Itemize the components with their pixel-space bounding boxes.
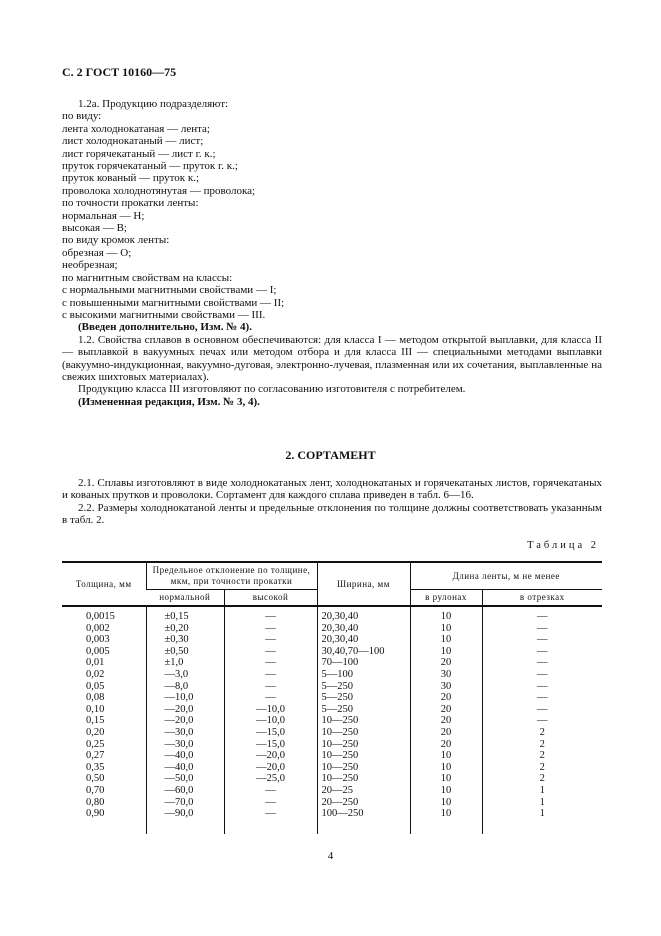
table-cell: 1: [482, 785, 602, 797]
table-row: [62, 646, 602, 658]
table-cell: —: [482, 692, 602, 704]
table-cell: —3,0: [146, 669, 224, 681]
table-cell: 0,80: [86, 796, 105, 808]
table-cell: 70—100: [317, 657, 410, 669]
list-line: пруток горячекатаный — пруток г. к.;: [62, 160, 238, 173]
table-cell: 10: [410, 623, 482, 635]
table-cell: ±0,15: [146, 606, 224, 623]
paragraph-1-2: 1.2. Свойства сплавов в основном обеспечиваются: для класса I — методом открытой выплавки, для класса II — выплавкой в вакуумных печах или методом отбора и для класса III — специальными методами выплавки (вакуумно-индукционная, вакуумно-дуговая, электронно-лучевая, плазменная или их сочетания, выплавленные на свежих шихтовых материалах).: [62, 333, 602, 383]
table-cell: 20: [410, 739, 482, 751]
table-cell: 10: [410, 785, 482, 797]
table-cell: 0,0015: [86, 611, 115, 622]
table-caption: Таблица 2: [527, 540, 599, 551]
table-cell: —: [224, 623, 317, 635]
table-cell: 1: [482, 808, 602, 834]
table-cell: —20,0: [146, 715, 224, 727]
header-normal: нормальной: [146, 590, 224, 607]
list-line: с высокими магнитными свойствами — III.: [62, 308, 266, 321]
table-cell: 2: [482, 750, 602, 762]
table-row: [62, 692, 602, 704]
table-cell: 10—250: [317, 739, 410, 751]
table-row: [62, 681, 602, 693]
table-cell: —: [482, 669, 602, 681]
table-cell: —30,0: [146, 739, 224, 751]
table-cell: 0,70: [86, 784, 105, 796]
section-title: 2. СОРТАМЕНТ: [285, 448, 376, 462]
table-cell: —: [224, 606, 317, 623]
list-line: лист горячекатаный — лист г. к.;: [62, 147, 216, 160]
table-cell: 5—250: [317, 704, 410, 716]
table-row: [62, 750, 602, 762]
table-cell: 30: [410, 681, 482, 693]
table-cell: 0,10: [86, 703, 105, 715]
table-cell: —: [482, 715, 602, 727]
table-cell: —: [224, 681, 317, 693]
paragraph-class-3: Продукцию класса III изготовляют по согласованию изготовителя с потребителем.: [78, 383, 466, 396]
table-cell: —: [482, 657, 602, 669]
table-cell: 0,002: [86, 622, 110, 634]
list-line: по точности прокатки ленты:: [62, 197, 199, 210]
header-deviation: Предельное отклонение по толщине, мкм, при точности прокатки: [146, 562, 317, 590]
table-cell: 30: [410, 669, 482, 681]
list-line: по магнитным свойствам на классы:: [62, 271, 233, 284]
table-row: [62, 669, 602, 681]
list-line: проволока холоднотянутая — проволока;: [62, 184, 256, 197]
amendment-note: (Введен дополнительно, Изм. № 4).: [78, 321, 252, 334]
table-cell: 5—250: [317, 681, 410, 693]
header-high: высокой: [224, 590, 317, 607]
table-cell: 0,90: [86, 808, 105, 820]
table-cell: —70,0: [146, 797, 224, 809]
table-cell: 10—250: [317, 750, 410, 762]
table-cell: —20,0: [224, 750, 317, 762]
table-cell: 0,003: [86, 634, 110, 646]
list-line: с повышенными магнитными свойствами — II;: [62, 296, 285, 309]
table-row: [62, 634, 602, 646]
table-cell: —: [224, 785, 317, 797]
table-row: [62, 808, 602, 834]
table-cell: —30,0: [146, 727, 224, 739]
header-rolls: в рулонах: [410, 590, 482, 607]
table-row: [62, 623, 602, 635]
table-cell: —10,0: [146, 692, 224, 704]
table-cell: —: [482, 623, 602, 635]
table-cell: —25,0: [224, 773, 317, 785]
list-line: нормальная — Н;: [62, 209, 145, 222]
amendment-note: (Измененная редакция, Изм. № 3, 4).: [78, 395, 260, 408]
table-cell: 0,08: [86, 692, 105, 704]
list-line: пруток кованый — пруток к.;: [62, 172, 200, 185]
table-row: [62, 785, 602, 797]
table-row: [62, 773, 602, 785]
table-cell: —: [482, 606, 602, 623]
table-cell: —10,0: [224, 704, 317, 716]
table-cell: —: [224, 657, 317, 669]
table-cell: ±0,30: [146, 634, 224, 646]
table-cell: —40,0: [146, 750, 224, 762]
table-cell: 20—250: [317, 797, 410, 809]
table-cell: —40,0: [146, 762, 224, 774]
table-cell: —: [482, 681, 602, 693]
table-cell: 10—250: [317, 762, 410, 774]
table-cell: 10: [410, 808, 482, 834]
table-cell: 5—250: [317, 692, 410, 704]
table-row: [62, 715, 602, 727]
table-cell: 10: [410, 750, 482, 762]
table-cell: —20,0: [146, 704, 224, 716]
table-cell: —: [482, 634, 602, 646]
classification-list: [62, 98, 602, 321]
table-cell: —90,0: [146, 808, 224, 834]
page-header: С. 2 ГОСТ 10160—75: [62, 65, 177, 79]
header-length: Длина ленты, м не менее: [410, 562, 602, 590]
table-cell: 5—100: [317, 669, 410, 681]
paragraph-2-1: 2.1. Сплавы изготовляют в виде холоднокатаных лент, холоднокатаных и горячекатаных листов, горячекатаных и кованых прутков и проволоки. Сортамент для каждого сплава приведен в табл. 6—16.: [62, 477, 602, 502]
table-row: [62, 704, 602, 716]
table-cell: ±0,20: [146, 623, 224, 635]
table-cell: —: [224, 646, 317, 658]
table-cell: —: [482, 646, 602, 658]
table-cell: 10: [410, 606, 482, 623]
table-cell: 0,25: [86, 738, 105, 750]
table-cell: 20,30,40: [317, 606, 410, 623]
table-cell: —60,0: [146, 785, 224, 797]
table-cell: 0,35: [86, 761, 105, 773]
header-thickness: Толщина, мм: [62, 562, 146, 606]
table-cell: 2: [482, 739, 602, 751]
table-cell: 10—250: [317, 715, 410, 727]
table-cell: 20: [410, 692, 482, 704]
table-cell: 20,30,40: [317, 634, 410, 646]
list-line: высокая — В;: [62, 222, 127, 235]
table-cell: —15,0: [224, 727, 317, 739]
table-cell: 1: [482, 797, 602, 809]
table-cell: 0,02: [86, 668, 105, 680]
section-1-text: [62, 98, 602, 408]
table-cell: —: [224, 634, 317, 646]
table-cell: 0,05: [86, 680, 105, 692]
table-cell: —8,0: [146, 681, 224, 693]
table-cell: —: [224, 808, 317, 834]
section-2-text: [62, 477, 602, 527]
table-cell: —: [224, 797, 317, 809]
table-cell: 20,30,40: [317, 623, 410, 635]
table-cell: —50,0: [146, 773, 224, 785]
table-cell: 0,27: [86, 750, 105, 762]
table-cell: 0,20: [86, 726, 105, 738]
paragraph-2-2: 2.2. Размеры холоднокатаной ленты и предельные отклонения по толщине должны соответствовать указанным в табл. 2.: [62, 501, 602, 527]
table-cell: 20: [410, 727, 482, 739]
table-cell: 10: [410, 773, 482, 785]
list-line: 1.2а. Продукцию подразделяют:: [78, 98, 229, 110]
list-line: лист холоднокатаный — лист;: [62, 135, 204, 148]
table-cell: 10—250: [317, 727, 410, 739]
list-line: необрезная;: [62, 259, 118, 272]
table-row: [62, 657, 602, 669]
table-cell: 10: [410, 646, 482, 658]
table-cell: —15,0: [224, 739, 317, 751]
table-cell: ±0,50: [146, 646, 224, 658]
page-number: 4: [327, 850, 334, 862]
table-cell: 0,15: [86, 715, 105, 727]
table-cell: —: [482, 704, 602, 716]
table-cell: 10: [410, 762, 482, 774]
header-width: Ширина, мм: [317, 562, 410, 606]
table-2: [62, 561, 602, 834]
table-cell: 0,01: [86, 657, 105, 669]
table-cell: 0,005: [86, 645, 110, 657]
list-line: по виду кромок ленты:: [62, 234, 170, 247]
table-cell: 20: [410, 704, 482, 716]
table-cell: —: [224, 669, 317, 681]
table-cell: ±1,0: [146, 657, 224, 669]
table-cell: 2: [482, 773, 602, 785]
table-row: [62, 762, 602, 774]
table-cell: 20—25: [317, 785, 410, 797]
table-cell: —20,0: [224, 762, 317, 774]
table-cell: 0,50: [86, 773, 105, 785]
table-row: [62, 797, 602, 809]
table-cell: 100—250: [317, 808, 410, 834]
table-cell: 10: [410, 797, 482, 809]
header-cuts: в отрезках: [482, 590, 602, 607]
table-row: [62, 727, 602, 739]
table-cell: —10,0: [224, 715, 317, 727]
list-line: с нормальными магнитными свойствами — I;: [62, 284, 277, 297]
list-line: обрезная — О;: [62, 246, 132, 259]
table-cell: 10—250: [317, 773, 410, 785]
table-cell: 20: [410, 657, 482, 669]
table-row: [62, 739, 602, 751]
table-cell: —: [224, 692, 317, 704]
table-cell: 2: [482, 762, 602, 774]
list-line: лента холоднокатаная — лента;: [62, 122, 210, 135]
table-cell: 2: [482, 727, 602, 739]
table-cell: 10: [410, 634, 482, 646]
table-cell: 20: [410, 715, 482, 727]
table-cell: 30,40,70—100: [317, 646, 410, 658]
list-line: по виду:: [62, 110, 102, 123]
table-row: [62, 606, 602, 623]
table-body: [62, 606, 602, 834]
